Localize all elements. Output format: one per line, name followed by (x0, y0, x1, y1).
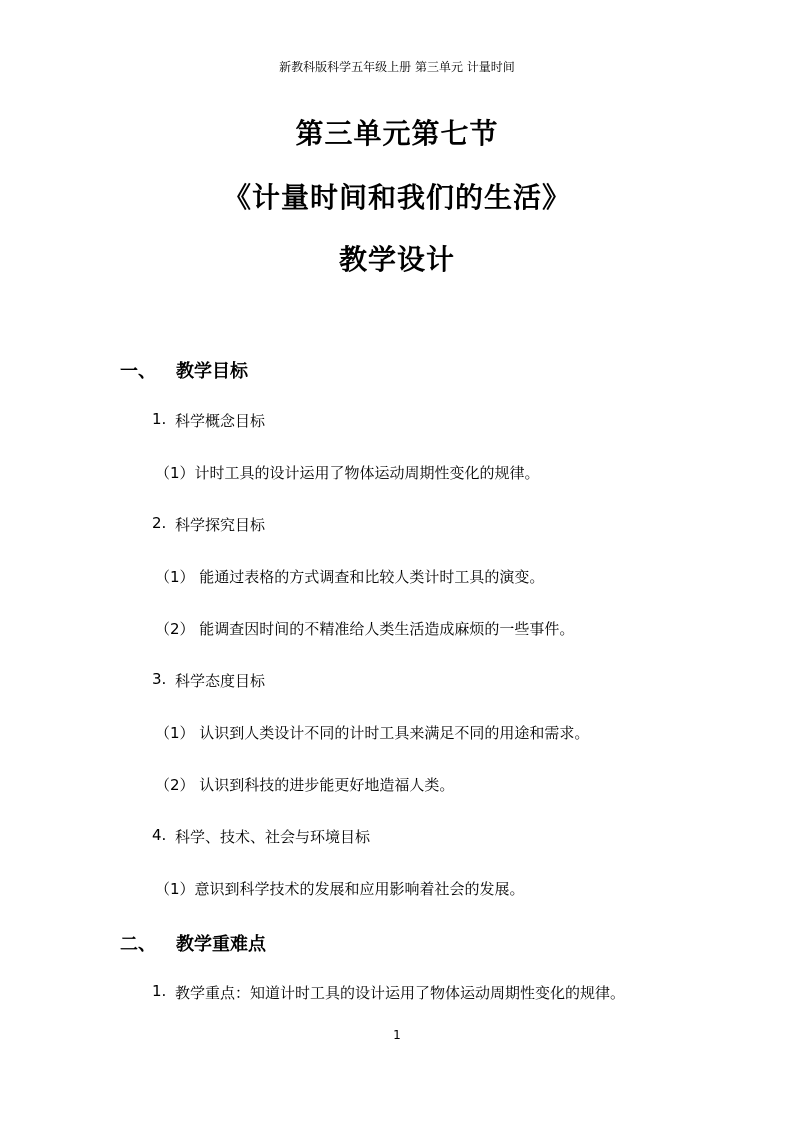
item-2-label: 科学探究目标 (175, 516, 266, 534)
item-4-number: 4. (152, 826, 167, 844)
page-number: 1 (393, 1028, 401, 1042)
item-3-sub-1: （1） 认识到人类设计不同的计时工具来满足不同的用途和需求。 (155, 724, 590, 742)
item-3-sub-2: （2） 认识到科技的进步能更好地造福人类。 (155, 776, 455, 794)
section-2-item-1-number: 1. (152, 982, 167, 1000)
section-1-number: 一、 (120, 361, 156, 382)
item-4-sub-1: （1）意识到科学技术的发展和应用影响着社会的发展。 (155, 880, 525, 898)
item-3-number: 3. (152, 670, 167, 688)
item-3-label: 科学态度目标 (175, 672, 266, 690)
section-2-heading: 教学重难点 (176, 934, 266, 955)
item-4-label: 科学、技术、社会与环境目标 (175, 828, 371, 846)
item-1-sub-1: （1）计时工具的设计运用了物体运动周期性变化的规律。 (155, 464, 540, 482)
page-header: 新教科版科学五年级上册 第三单元 计量时间 (279, 60, 515, 74)
item-2-number: 2. (152, 514, 167, 532)
section-2-number: 二、 (120, 934, 156, 955)
section-2-item-1-label: 教学重点：知道计时工具的设计运用了物体运动周期性变化的规律。 (175, 984, 626, 1002)
title-line-2: 《计量时间和我们的生活》 (222, 181, 571, 214)
item-2-sub-2: （2） 能调查因时间的不精准给人类生活造成麻烦的一些事件。 (155, 620, 575, 638)
section-1-heading: 教学目标 (176, 361, 248, 382)
title-line-3: 教学设计 (338, 243, 455, 276)
item-2-sub-1: （1） 能通过表格的方式调查和比较人类计时工具的演变。 (155, 568, 545, 586)
title-line-1: 第三单元第七节 (295, 117, 499, 150)
item-1-number: 1. (152, 410, 167, 428)
item-1-label: 科学概念目标 (175, 412, 266, 430)
